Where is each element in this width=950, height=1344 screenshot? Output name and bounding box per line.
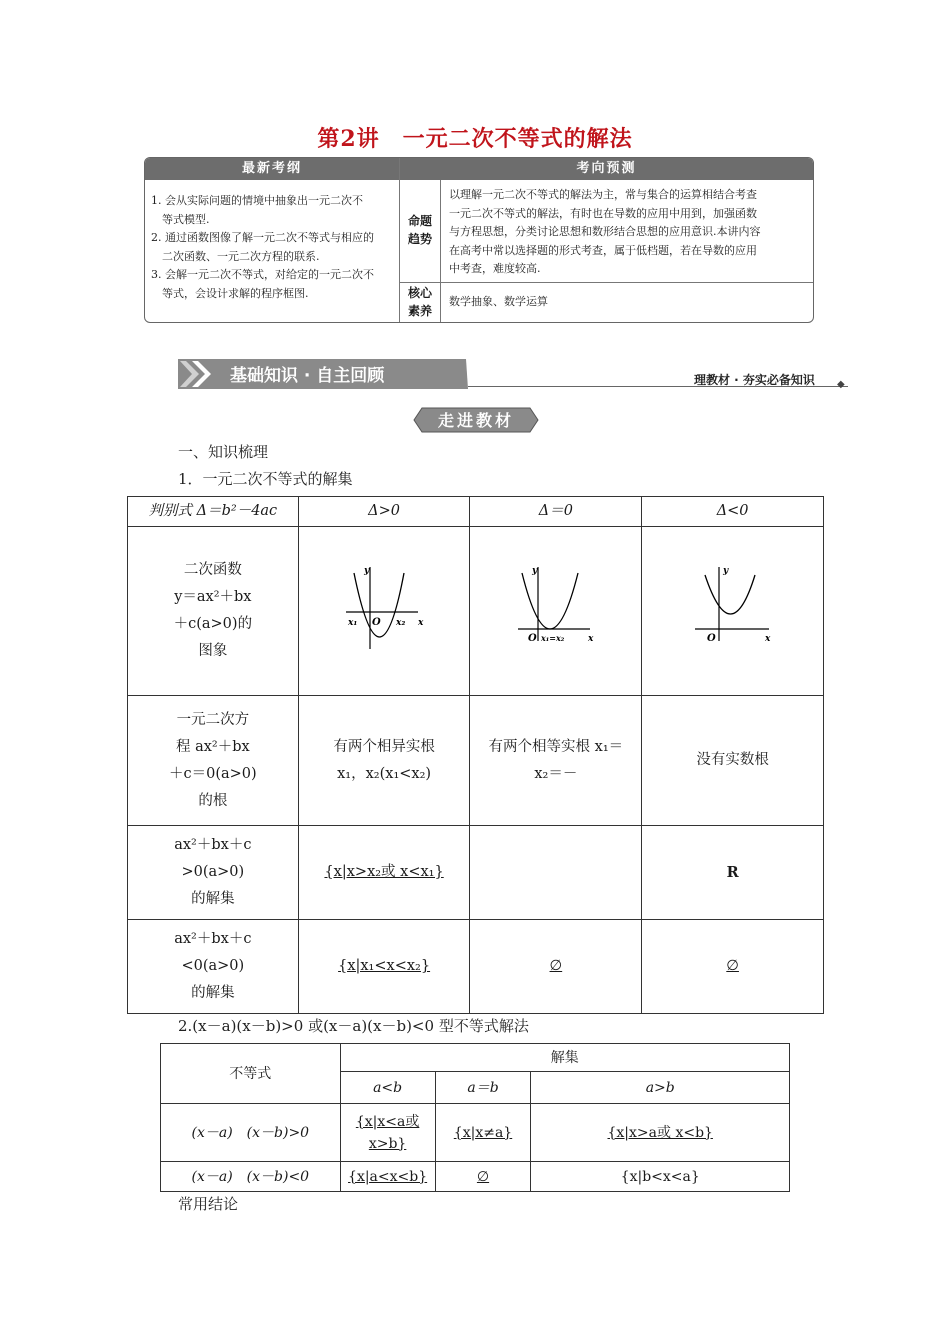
- gt-a-eq-b: {x|x≠a}: [453, 1124, 513, 1141]
- outline-left-list: 1. 会从实际问题的情境中抽象出一元二次不 等式模型. 2. 通过函数图像了解一元二次不等式与相应的 二次函数、一元二次方程的联系. 3. 会解一元二次不等式，对给定的一元二次不 等式，会设计求解的程序框图.: [151, 194, 374, 300]
- graph-no-roots: [642, 527, 824, 696]
- outline-left-header: 最新考纲: [145, 158, 399, 180]
- roots-zero: 有两个相等实根 x₁＝ x₂＝－: [470, 696, 642, 826]
- outline-right-header: 考向预测: [400, 158, 813, 180]
- svg-text:x₂: x₂: [396, 618, 406, 628]
- row-label-gt: ax²＋bx＋c >0(a>0) 的解集: [128, 826, 299, 920]
- svg-text:x₁=x₂: x₁=x₂: [540, 633, 565, 643]
- svg-text:y: y: [531, 566, 538, 576]
- inequality-table: [127, 496, 824, 1014]
- lt-a-lt-b: {x|a<x<b}: [348, 1168, 428, 1185]
- factored-inequality-table: [160, 1043, 790, 1192]
- svg-text:x: x: [587, 634, 594, 644]
- sub-banner-text: 走进教材: [437, 411, 515, 430]
- row-label-roots: 一元二次方 程 ax²＋bx ＋c＝0(a>0) 的根: [128, 696, 299, 826]
- col-header-positive: Δ>0: [298, 497, 470, 527]
- roots-negative: 没有实数根: [642, 696, 824, 826]
- svg-text:x: x: [764, 634, 770, 644]
- graph-one-root: [470, 527, 642, 696]
- row-lt-zero: (x－a) (x－b)<0: [161, 1162, 341, 1192]
- section-1-heading: 一、知识梳理: [178, 443, 269, 461]
- conclusion-heading: 常用结论: [178, 1195, 239, 1213]
- gt-a-lt-b: {x|x<a或 x>b}: [340, 1104, 435, 1162]
- svg-text:x₁: x₁: [348, 618, 358, 628]
- gt-solution-positive: {x|x>x₂或 x<x₁}: [324, 864, 444, 880]
- col-header-negative: Δ<0: [642, 497, 824, 527]
- roots-positive: 有两个相异实根 x₁，x₂(x₁<x₂): [298, 696, 470, 826]
- core-label: 核心 素养: [407, 286, 432, 318]
- lt-a-eq-b: ∅: [476, 1168, 490, 1185]
- trend-label: 命题 趋势: [407, 214, 432, 246]
- svg-text:x: x: [418, 618, 424, 628]
- svg-text:O: O: [372, 617, 381, 628]
- core-text: 数学抽象、数学运算: [449, 295, 548, 308]
- svg-text:O: O: [706, 633, 716, 644]
- graph-two-roots: [298, 527, 470, 696]
- exam-outline-box: [144, 157, 814, 323]
- row-label-graph: 二次函数 y＝ax²＋bx ＋c(a>0)的 图象: [128, 527, 299, 696]
- lt-solution-zero: ∅: [549, 958, 563, 974]
- section-banner: [178, 357, 468, 391]
- header-a-eq-b: a＝b: [435, 1072, 531, 1104]
- gt-a-gt-b: {x|x>a或 x<b}: [607, 1124, 713, 1141]
- page-title: 第2讲 一元二次不等式的解法: [317, 126, 633, 152]
- header-a-lt-b: a<b: [340, 1072, 435, 1104]
- row-label-lt: ax²＋bx＋c <0(a>0) 的解集: [128, 920, 299, 1014]
- svg-text:y: y: [364, 566, 370, 576]
- gt-solution-negative: R: [642, 826, 824, 920]
- lt-solution-negative: ∅: [726, 958, 739, 974]
- row-gt-zero: (x－a) (x－b)>0: [161, 1104, 341, 1162]
- header-a-gt-b: a>b: [531, 1072, 790, 1104]
- banner-right-text: 理教材 · 夯实必备知识: [694, 373, 815, 387]
- gt-solution-zero: [470, 826, 642, 920]
- col-header-zero: Δ＝0: [470, 497, 642, 527]
- svg-text:y: y: [722, 566, 728, 576]
- lt-a-gt-b: {x|b<x<a}: [531, 1162, 790, 1192]
- diamond-icon: ◆: [837, 379, 845, 390]
- banner-title: 基础知识 · 自主回顾: [230, 366, 385, 386]
- section-2-heading: 2.(x－a)(x－b)>0 或(x－a)(x－b)<0 型不等式解法: [178, 1017, 529, 1035]
- section-1-1-heading: 1．一元二次不等式的解集: [178, 470, 353, 488]
- col-header-discriminant: 判别式 Δ＝b²－4ac: [128, 497, 299, 527]
- sub-banner: [412, 406, 540, 434]
- trend-text: 以理解一元二次不等式的解法为主，常与集合的运算相结合考查 一元二次不等式的解法，有时也在导数的应用中用到，加强函数 与方程思想，分类讨论思想和数形结合思想的应用意识.本讲内容 在高考中常以选择题的形式考查，属于低档题，若在导数的应用 中考查，难度较高.: [449, 188, 761, 275]
- lt-solution-positive: {x|x₁<x<x₂}: [338, 958, 431, 974]
- svg-text:O: O: [527, 633, 537, 644]
- header-solution: 解集: [340, 1044, 789, 1072]
- header-inequality: 不等式: [161, 1044, 341, 1104]
